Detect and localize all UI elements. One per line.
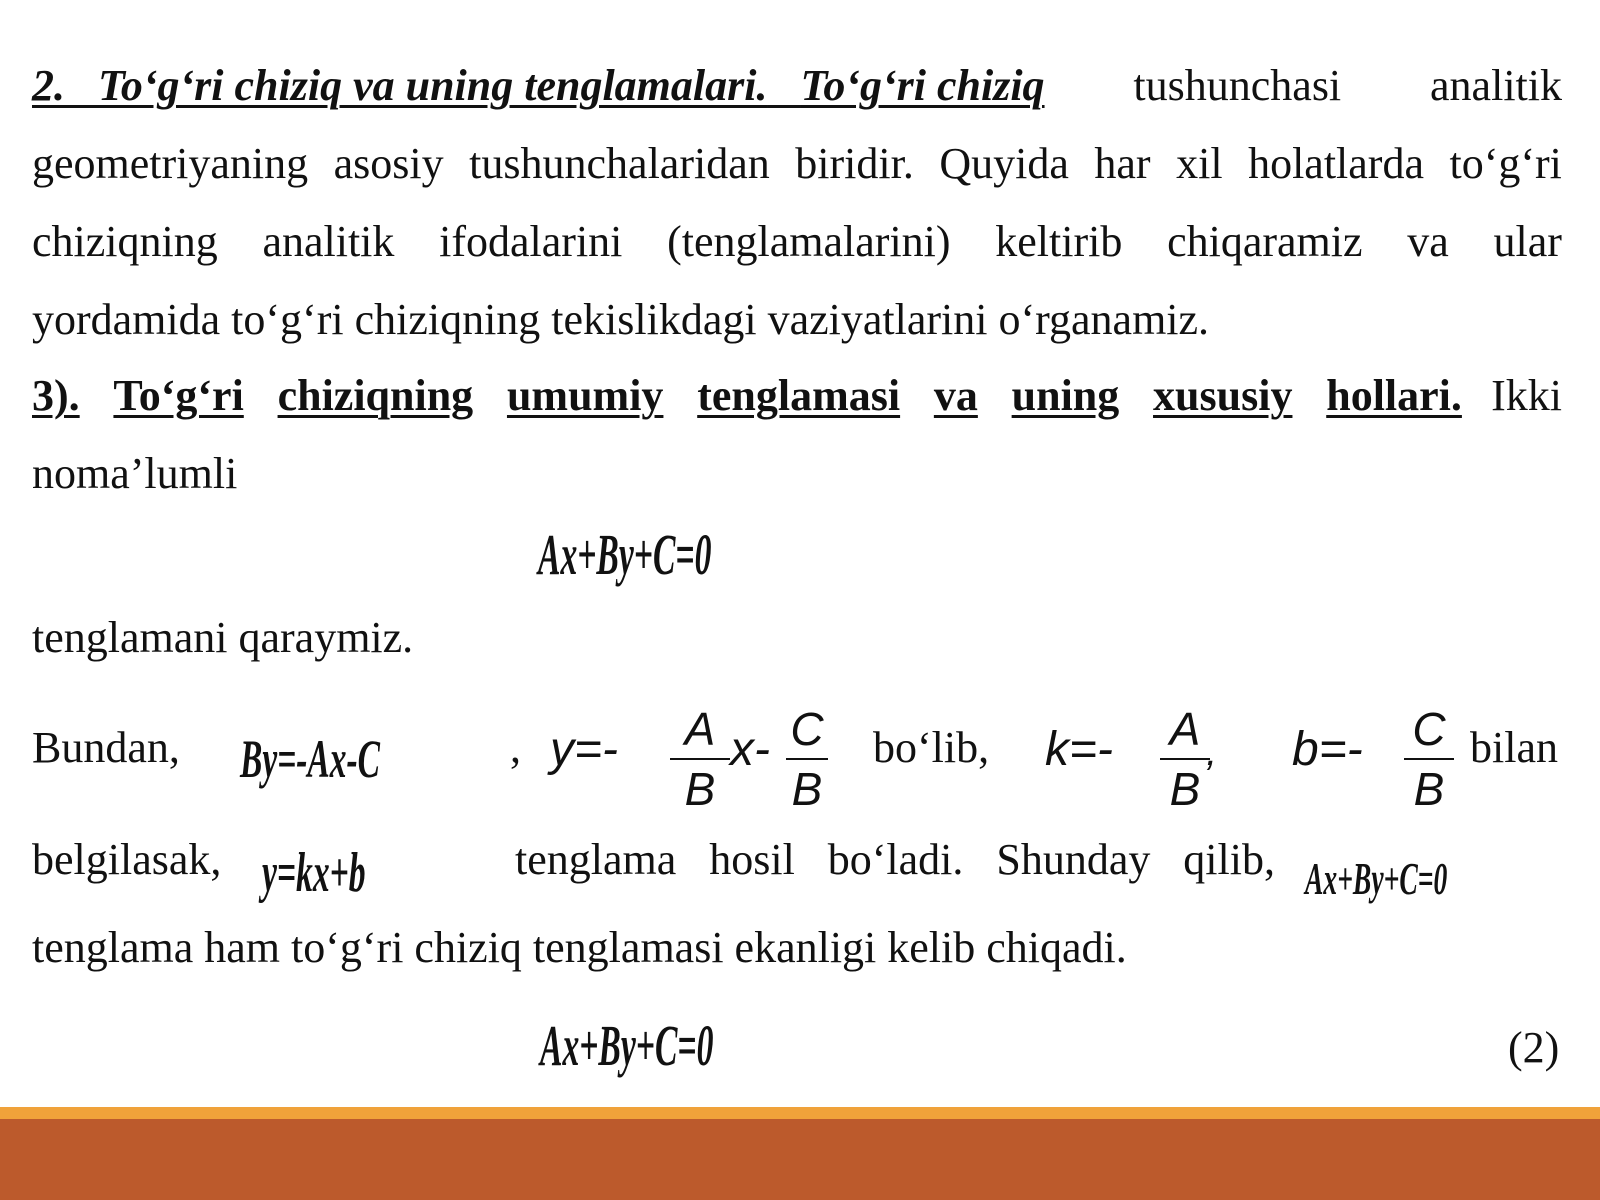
k-comma: ,: [1206, 730, 1218, 774]
paragraph4-line2: tenglama ham to‘g‘ri chiziq tenglamasi ekanligi kelib chiqadi.: [32, 923, 1127, 972]
paragraph2-line2: noma’lumli: [32, 449, 238, 498]
belgilasak-text: belgilasak,: [32, 835, 222, 884]
paragraph1-line2: [32, 138, 1562, 190]
text-word: analitik: [262, 217, 395, 266]
text-word: asosiy: [333, 139, 444, 188]
text-word: tushunchalaridan: [469, 139, 770, 188]
paragraph4-middle: tenglama hosil bo‘ladi. Shunday qilib,: [515, 835, 1275, 884]
formula-by: By=-Ax-C: [240, 729, 380, 789]
bolib-text: bo‘lib,: [873, 723, 990, 772]
footer-accent-strip: [0, 1107, 1600, 1119]
bilan-text: bilan: [1470, 723, 1558, 772]
y-expression-lhs: y=-: [550, 723, 619, 776]
fraction-b: C B: [1404, 706, 1454, 812]
paragraph1-line3: [32, 216, 1562, 268]
paragraph2-line3: tenglamani qaraymiz.: [32, 613, 414, 662]
text-word: har: [1094, 139, 1151, 188]
text-word: tushunchasi: [1133, 61, 1342, 110]
text-word: keltirib: [995, 217, 1123, 266]
formula-ykx: y=kx+b: [262, 842, 366, 904]
formula-general-inline: Ax+By+C=0: [1305, 853, 1448, 904]
text-word: to‘g‘ri: [1449, 139, 1562, 188]
text-word: chiqaramiz: [1167, 217, 1363, 266]
footer-bar: [0, 1119, 1600, 1200]
paragraph2-line1: [32, 370, 1562, 422]
text-word: ular: [1493, 217, 1562, 266]
text-word: ifodalarini: [439, 217, 623, 266]
text-word: analitik: [1430, 61, 1562, 110]
equation-2: Ax+By+C=0: [540, 1013, 714, 1078]
equation-number: (2): [1508, 1023, 1560, 1072]
text-word: (tenglamalarini): [667, 217, 951, 266]
y-expression-x: x-: [730, 723, 770, 776]
text-word: Ikki: [1491, 371, 1562, 420]
comma: ,: [510, 723, 521, 772]
text-word: Quyida: [939, 139, 1069, 188]
k-expression-lhs: k=-: [1045, 723, 1114, 776]
text-word: chiziqning: [32, 217, 218, 266]
text-word: holatlarda: [1248, 139, 1424, 188]
text-word: va: [1407, 217, 1449, 266]
fraction-c-over-b: C B: [786, 706, 828, 812]
fraction-a-over-b: A B: [670, 706, 730, 812]
text-word: biridir.: [795, 139, 914, 188]
subsection-heading: 3). To‘g‘ri chiziqning umumiy tenglamasi va uning xususiy hollari.: [32, 371, 1462, 420]
paragraph1-line1: [32, 60, 1562, 112]
fraction-k: A B: [1160, 706, 1210, 812]
paragraph1-line4: yordamida to‘g‘ri chiziqning tekislikdagi vaziyatlarini o‘rganamiz.: [32, 295, 1210, 344]
text-word: xil: [1176, 139, 1223, 188]
text-word: geometriyaning: [32, 139, 309, 188]
bundan-text: Bundan,: [32, 723, 180, 772]
equation-general-form: Ax+By+C=0: [538, 522, 712, 587]
b-expression-lhs: b=-: [1292, 723, 1363, 776]
section-heading: 2. To‘g‘ri chiziq va uning tenglamalari. To‘g‘ri chiziq: [32, 61, 1045, 110]
